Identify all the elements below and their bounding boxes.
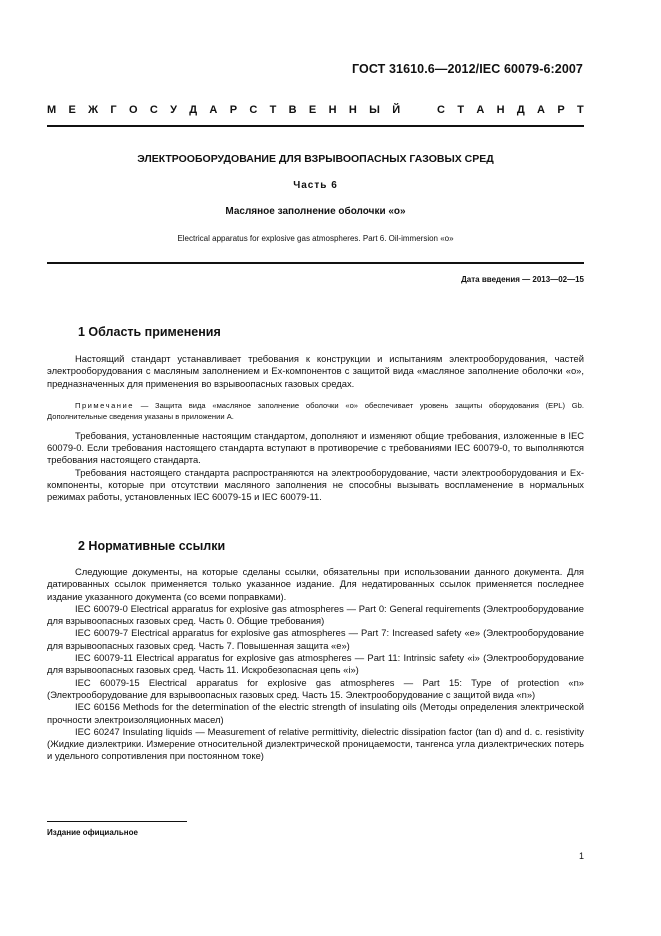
banner-letter: Ы bbox=[369, 104, 380, 116]
paragraph: Следующие документы, на которые сделаны ссылки, обязательны при использовании данного документа. Для датированных ссылок применяется только указанное издание. Для недатированных ссылок применяется последнее издание указанного документа (со всеми поправками). bbox=[47, 566, 584, 602]
banner-letter: У bbox=[170, 104, 177, 116]
reference-item: IEC 60156 Methods for the determination of the electric strength of insulating oils (Методы определения электрической прочности электроизоляционных масел) bbox=[47, 701, 584, 725]
paragraph: Требования настоящего стандарта распространяются на электрооборудование, части электрооборудования и Ex-компоненты, которые при отсутствии масляного заполнения не способны вызывать воспламенение в нормальных режимах работы, установленных IEC 60079-15 и IEC 60079-11. bbox=[47, 466, 584, 503]
banner-letter: М bbox=[47, 104, 57, 116]
banner-letter: Т bbox=[457, 104, 465, 116]
title-divider bbox=[47, 262, 584, 264]
section-heading-scope: 1 Область применения bbox=[78, 325, 221, 339]
reference-item: IEC 60079-15 Electrical apparatus for explosive gas atmospheres — Part 15: Type of protection «n» (Электрооборудование для взрывоопасных газовых сред. Часть 15. Электрооборудование с защитой вида «n») bbox=[47, 676, 584, 700]
banner-letter: С bbox=[149, 104, 158, 116]
banner-letter: Н bbox=[496, 104, 505, 116]
banner-letter: Ж bbox=[88, 104, 99, 116]
banner-letter: С bbox=[437, 104, 445, 116]
banner-letter: Й bbox=[392, 104, 401, 116]
introduction-date: Дата введения — 2013—02—15 bbox=[461, 275, 584, 284]
banner-letter: В bbox=[288, 104, 297, 116]
section-references-body bbox=[47, 566, 584, 763]
reference-item: IEC 60079-11 Electrical apparatus for explosive gas atmospheres — Part 11: Intrinsic safety «i» (Электрооборудование для взрывоопасных газовых сред. Часть 11. Искробезопасная цепь «i») bbox=[47, 652, 584, 676]
banner-letter: Д bbox=[516, 104, 525, 116]
banner-letter: А bbox=[537, 104, 545, 116]
paragraph: Требования, установленные настоящим стандартом, дополняют и изменяют общие требования, изложенные в IEC 60079-0. Если требования настоящего стандарта вступают в противоречие с требованиями IEC 60079-0, то выполняются требования настоящего стандарта. bbox=[47, 429, 584, 466]
banner-letter: Г bbox=[110, 104, 117, 116]
paragraph: Настоящий стандарт устанавливает требования к конструкции и испытаниям электрооборудования, частей электрооборудования с масляным заполнением и Ex-компонентов с защитой вида «масляное заполнение оболочки «о», предназначенных для применения во взрывоопасных газовых средах. bbox=[47, 353, 584, 389]
reference-item: IEC 60079-7 Electrical apparatus for explosive gas atmospheres — Part 7: Increased safety «e» (Электрооборудование для взрывоопасных газовых сред. Часть 7. Повышенная защита «е») bbox=[47, 627, 584, 651]
document-title: ЭЛЕКТРООБОРУДОВАНИЕ ДЛЯ ВЗРЫВООПАСНЫХ ГАЗОВЫХ СРЕД bbox=[137, 153, 494, 165]
note-label: Примечание bbox=[75, 400, 134, 410]
banner-letter: Е bbox=[308, 104, 317, 116]
footer-divider bbox=[47, 821, 187, 822]
part-label: Часть 6 bbox=[293, 180, 338, 191]
banner-letter: Н bbox=[348, 104, 357, 116]
banner-letter: О bbox=[128, 104, 138, 116]
banner-letter: А bbox=[209, 104, 218, 116]
banner-letter: Т bbox=[576, 104, 584, 116]
interstate-standard-banner bbox=[47, 104, 584, 116]
note bbox=[47, 400, 584, 422]
banner-letter: С bbox=[249, 104, 258, 116]
edition-label: Издание официальное bbox=[47, 828, 138, 837]
banner-letter: Р bbox=[557, 104, 565, 116]
banner-letter: Р bbox=[229, 104, 238, 116]
english-title: Electrical apparatus for explosive gas atmospheres. Part 6. Oil-immersion «o» bbox=[177, 234, 454, 243]
reference-item: IEC 60247 Insulating liquids — Measurement of relative permittivity, dielectric dissipation factor (tan d) and d. c. resistivity (Жидкие диэлектрики. Измерение относительной диэлектрической проницаемости, тангенса угла диэлектрических потерь и удельного сопротивления при постоянном токе) bbox=[47, 725, 584, 762]
page-number: 1 bbox=[578, 851, 584, 861]
document-subtitle: Масляное заполнение оболочки «о» bbox=[225, 206, 406, 217]
banner-letter: Т bbox=[269, 104, 277, 116]
banner-letter: Е bbox=[68, 104, 76, 116]
section-scope-body bbox=[47, 353, 584, 504]
top-divider bbox=[47, 125, 584, 127]
banner-letter: Н bbox=[328, 104, 337, 116]
standard-code: ГОСТ 31610.6—2012/IEC 60079-6:2007 bbox=[352, 62, 583, 76]
section-heading-references: 2 Нормативные ссылки bbox=[78, 539, 226, 553]
reference-item: IEC 60079-0 Electrical apparatus for explosive gas atmospheres — Part 0: General requirements (Электрооборудование для взрывоопасных газовых сред. Часть 0. Общие требования) bbox=[47, 602, 584, 627]
note-text: — Защита вида «масляное заполнение оболочки «о» обеспечивает уровень защиты оборудования (EPL) Gb. Дополнительные сведения указаны в приложении А. bbox=[47, 400, 584, 421]
banner-letter: А bbox=[476, 104, 485, 116]
banner-letter: Д bbox=[189, 104, 198, 116]
